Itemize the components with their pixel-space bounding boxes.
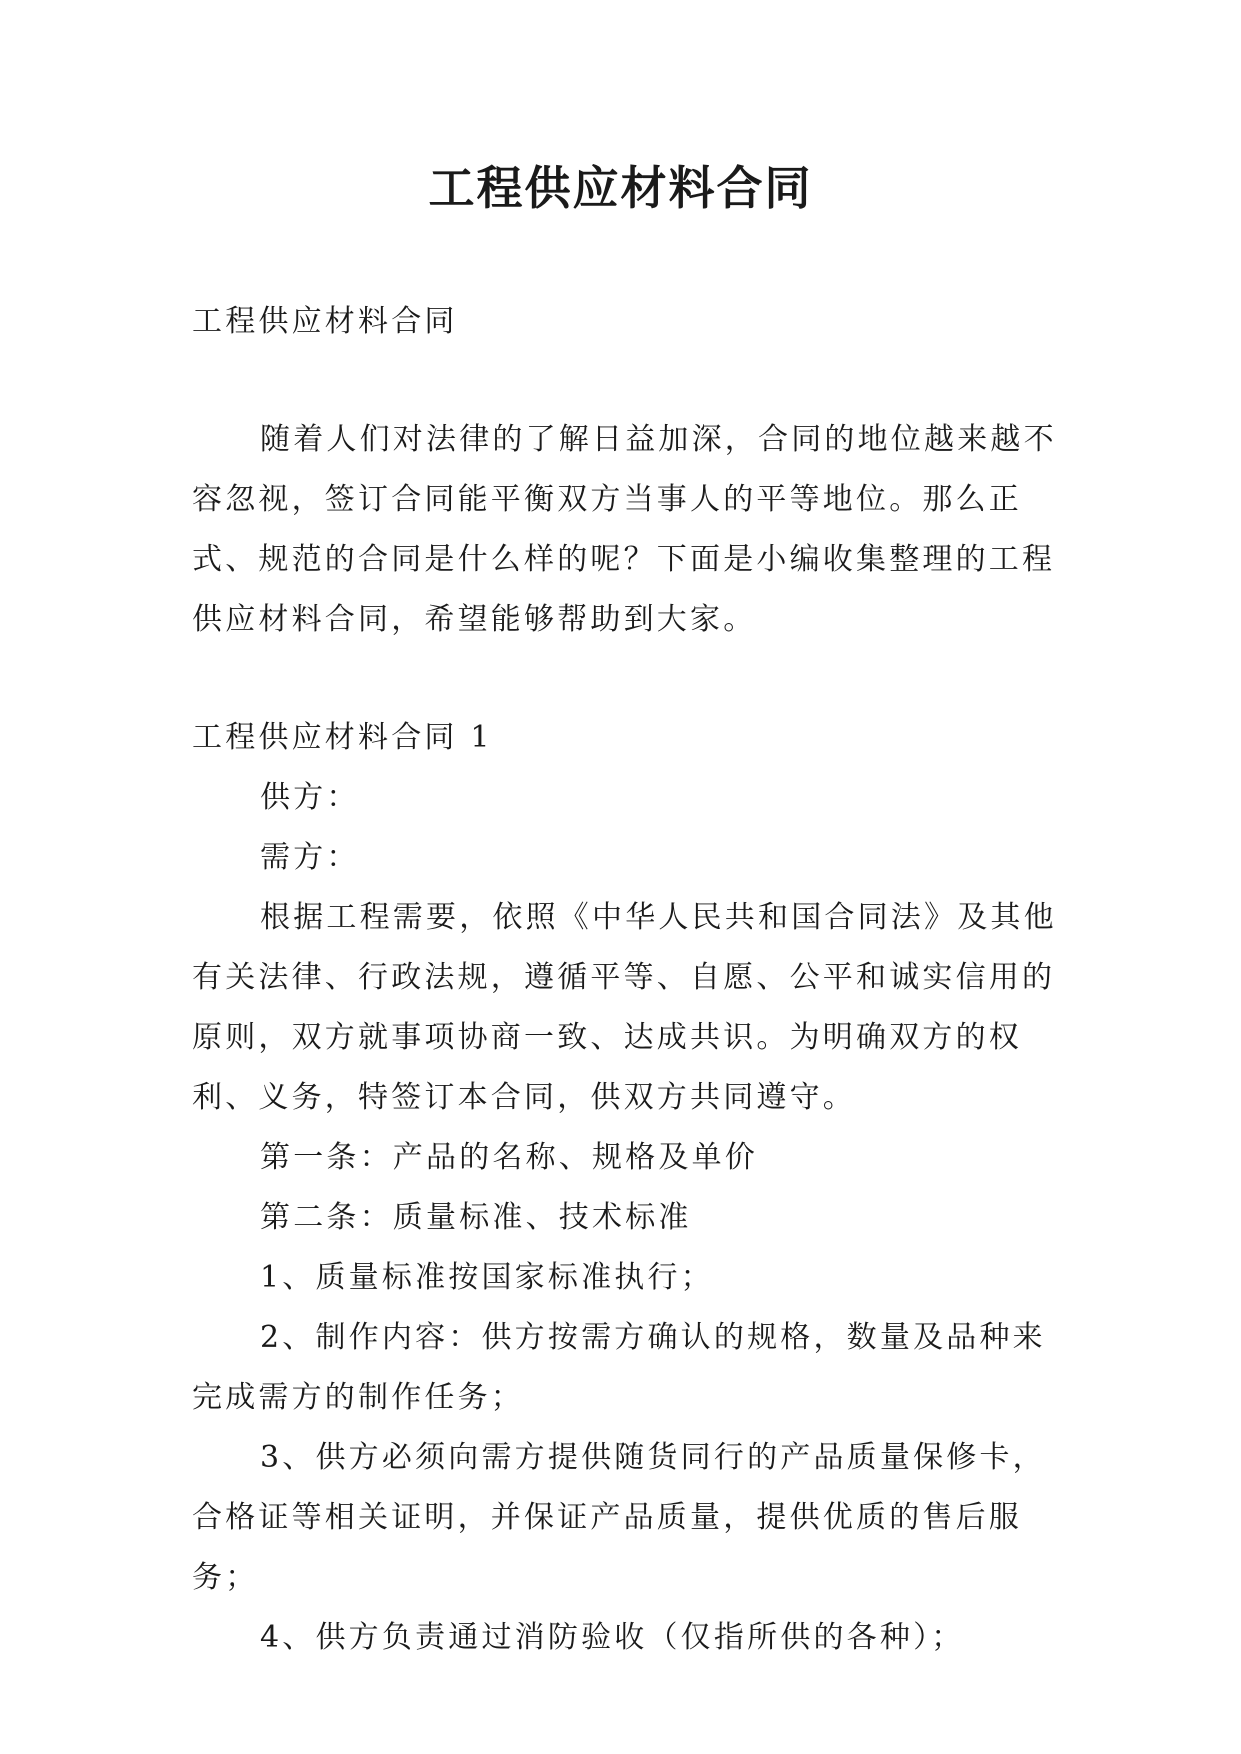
clause-2: 2、制作内容：供方按需方确认的规格，数量及品种来完成需方的制作任务； (192, 1320, 1046, 1415)
article-1: 第一条：产品的名称、规格及单价 (260, 1140, 758, 1175)
preamble-paragraph: 根据工程需要，依照《中华人民共和国合同法》及其他有关法律、行政法规，遵循平等、自愿、公平和诚实信用的原则，双方就事项协商一致、达成共识。为明确双方的权利、义务，特签订本合同，供双方共同遵守。 (192, 900, 1057, 1115)
buyer-label: 需方： (260, 840, 360, 875)
article-2: 第二条：质量标准、技术标准 (260, 1200, 692, 1235)
clause-3: 3、供方必须向需方提供随货同行的产品质量保修卡，合格证等相关证明，并保证产品质量，提供优质的售后服务； (192, 1440, 1046, 1595)
document-subtitle: 工程供应材料合同 (192, 304, 458, 339)
clause-4: 4、供方负责通过消防验收（仅指所供的各种）； (260, 1620, 965, 1655)
intro-paragraph: 随着人们对法律的了解日益加深，合同的地位越来越不容忽视，签订合同能平衡双方当事人的平等地位。那么正式、规范的合同是什么样的呢？下面是小编收集整理的工程供应材料合同，希望能够帮助到大家。 (192, 422, 1057, 637)
section-heading: 工程供应材料合同 1 (192, 720, 493, 755)
clause-1: 1、质量标准按国家标准执行； (260, 1260, 714, 1295)
document-title: 工程供应材料合同 (428, 161, 813, 215)
document-body (192, 292, 1057, 1668)
supplier-label: 供方： (260, 780, 360, 815)
